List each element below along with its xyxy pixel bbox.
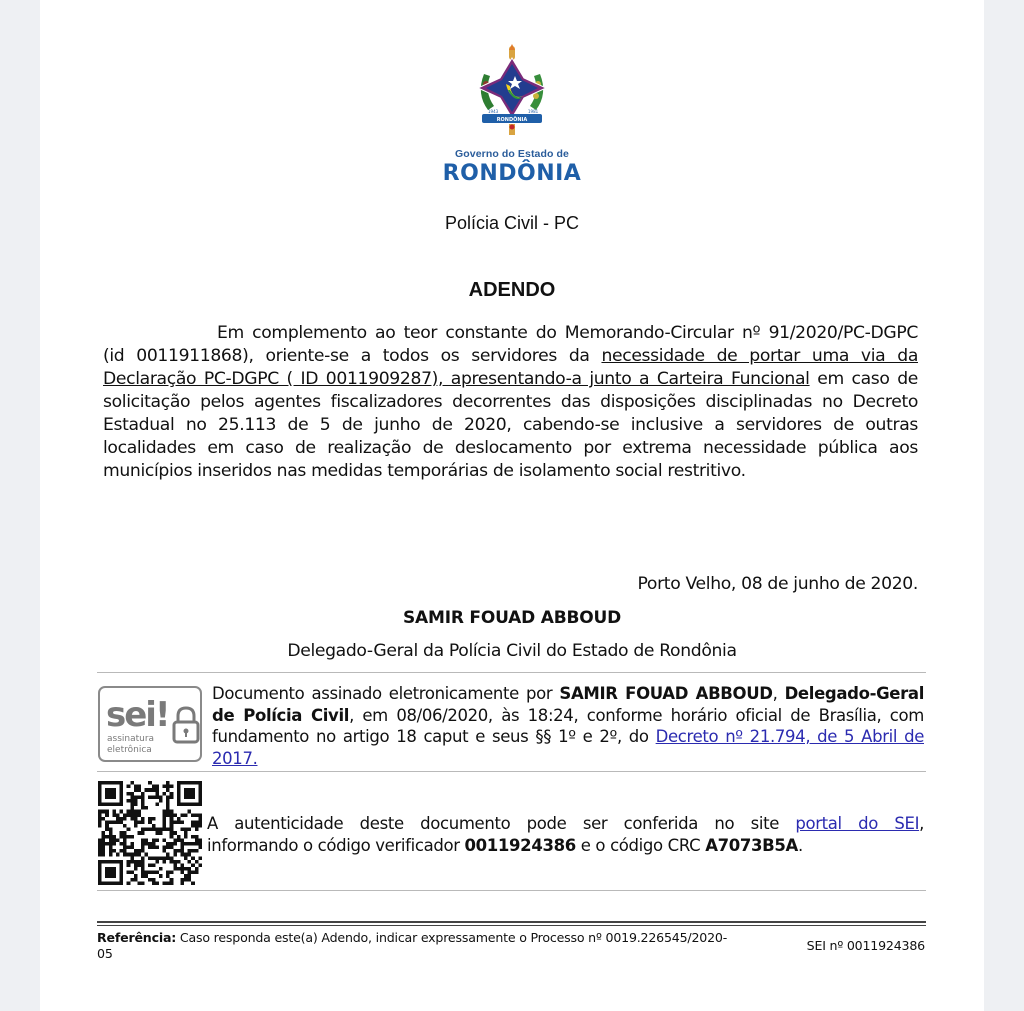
qr-code-icon[interactable]	[98, 781, 202, 885]
sig-signer-role: Delegado-Geral de Polícia Civil	[212, 684, 925, 725]
sei-logo-sub1: assinatura	[107, 734, 155, 744]
auth-text-part: A autenticidade deste documento pode ser conferida no site	[207, 814, 796, 833]
verification-code: 0011924386	[464, 836, 576, 855]
document-body	[103, 322, 918, 483]
electronic-signature-text	[212, 683, 924, 769]
gov-line: Governo do Estado de	[454, 148, 569, 160]
authenticity-text	[207, 813, 924, 857]
header-emblem	[40, 44, 984, 140]
auth-text-part: ,	[919, 814, 924, 833]
sei-logo-sub2: eletrônica	[107, 745, 152, 755]
sei-signature-logo-icon	[98, 686, 202, 762]
reference-label: Referência:	[97, 930, 177, 945]
body-text-part-1: Em complemento ao teor constante do Memorando-Circular nº 91/2020/PC-DGPC (id 0011911868), oriente-se a todos os servidores da	[103, 323, 918, 366]
document-page	[40, 0, 984, 1011]
sei-portal-link[interactable]: portal do SEI	[795, 814, 920, 833]
emblem-year-right: 1981	[528, 109, 539, 114]
body-text-underlined: necessidade de portar uma via da Declaração PC-DGPC ( ID 0011909287), apresentando-a junto a Carteira Funcional	[103, 346, 918, 389]
sig-text-part: ,	[772, 684, 785, 703]
crc-code: A7073B5A	[705, 836, 798, 855]
sig-signer-name: SAMIR FOUAD ABBOUD	[559, 684, 773, 703]
organization-name: Polícia Civil - PC	[444, 213, 580, 233]
emblem-year-left: 1943	[488, 109, 499, 114]
emblem-ribbon-text: RONDÔNIA	[496, 117, 528, 123]
footer-divider	[97, 925, 926, 926]
divider	[97, 672, 926, 673]
sig-text-part: Documento assinado eletronicamente por	[212, 684, 560, 703]
divider	[97, 771, 926, 772]
auth-text-part: informando o código verificador	[207, 836, 465, 855]
body-text-part-2: em caso de solicitação pelos agentes fiscalizadores decorrentes das disposições disciplinadas no Decreto Estadual no 25.113 de 5 de junho de 2020, cabendo-se inclusive a servidores de outras localidades em caso de realização de deslocamento por extrema necessidade pública aos municípios inseridos nas medidas temporárias de isolamento social restritivo.	[103, 369, 918, 481]
date-line: Porto Velho, 08 de junho de 2020.	[637, 574, 918, 594]
divider	[97, 890, 926, 891]
footer-reference	[97, 930, 737, 962]
signer-name: SAMIR FOUAD ABBOUD	[402, 608, 622, 628]
footer-divider	[97, 921, 926, 923]
signer-role: Delegado-Geral da Polícia Civil do Estado de Rondônia	[287, 641, 737, 661]
auth-text-part: .	[797, 836, 803, 855]
footer-sei-number: SEI nº 0011924386	[806, 938, 925, 953]
state-coat-of-arms-icon	[472, 44, 552, 136]
sei-logo-text: sei!	[106, 695, 169, 735]
reference-text: Caso responda este(a) Adendo, indicar expressamente o Processo nº 0019.226545/2020-05	[97, 930, 728, 961]
decree-link[interactable]: Decreto nº 21.794, de 5 Abril de 2017.	[212, 727, 924, 768]
sig-text-part: , em 08/06/2020, às 18:24, conforme horário oficial de Brasília, com fundamento no artigo 18 caput e seus §§ 1º e 2º, do	[212, 705, 924, 746]
state-name-logo: RONDÔNIA	[442, 161, 582, 186]
document-title: ADENDO	[468, 279, 556, 301]
auth-text-part: e o código CRC	[575, 836, 706, 855]
